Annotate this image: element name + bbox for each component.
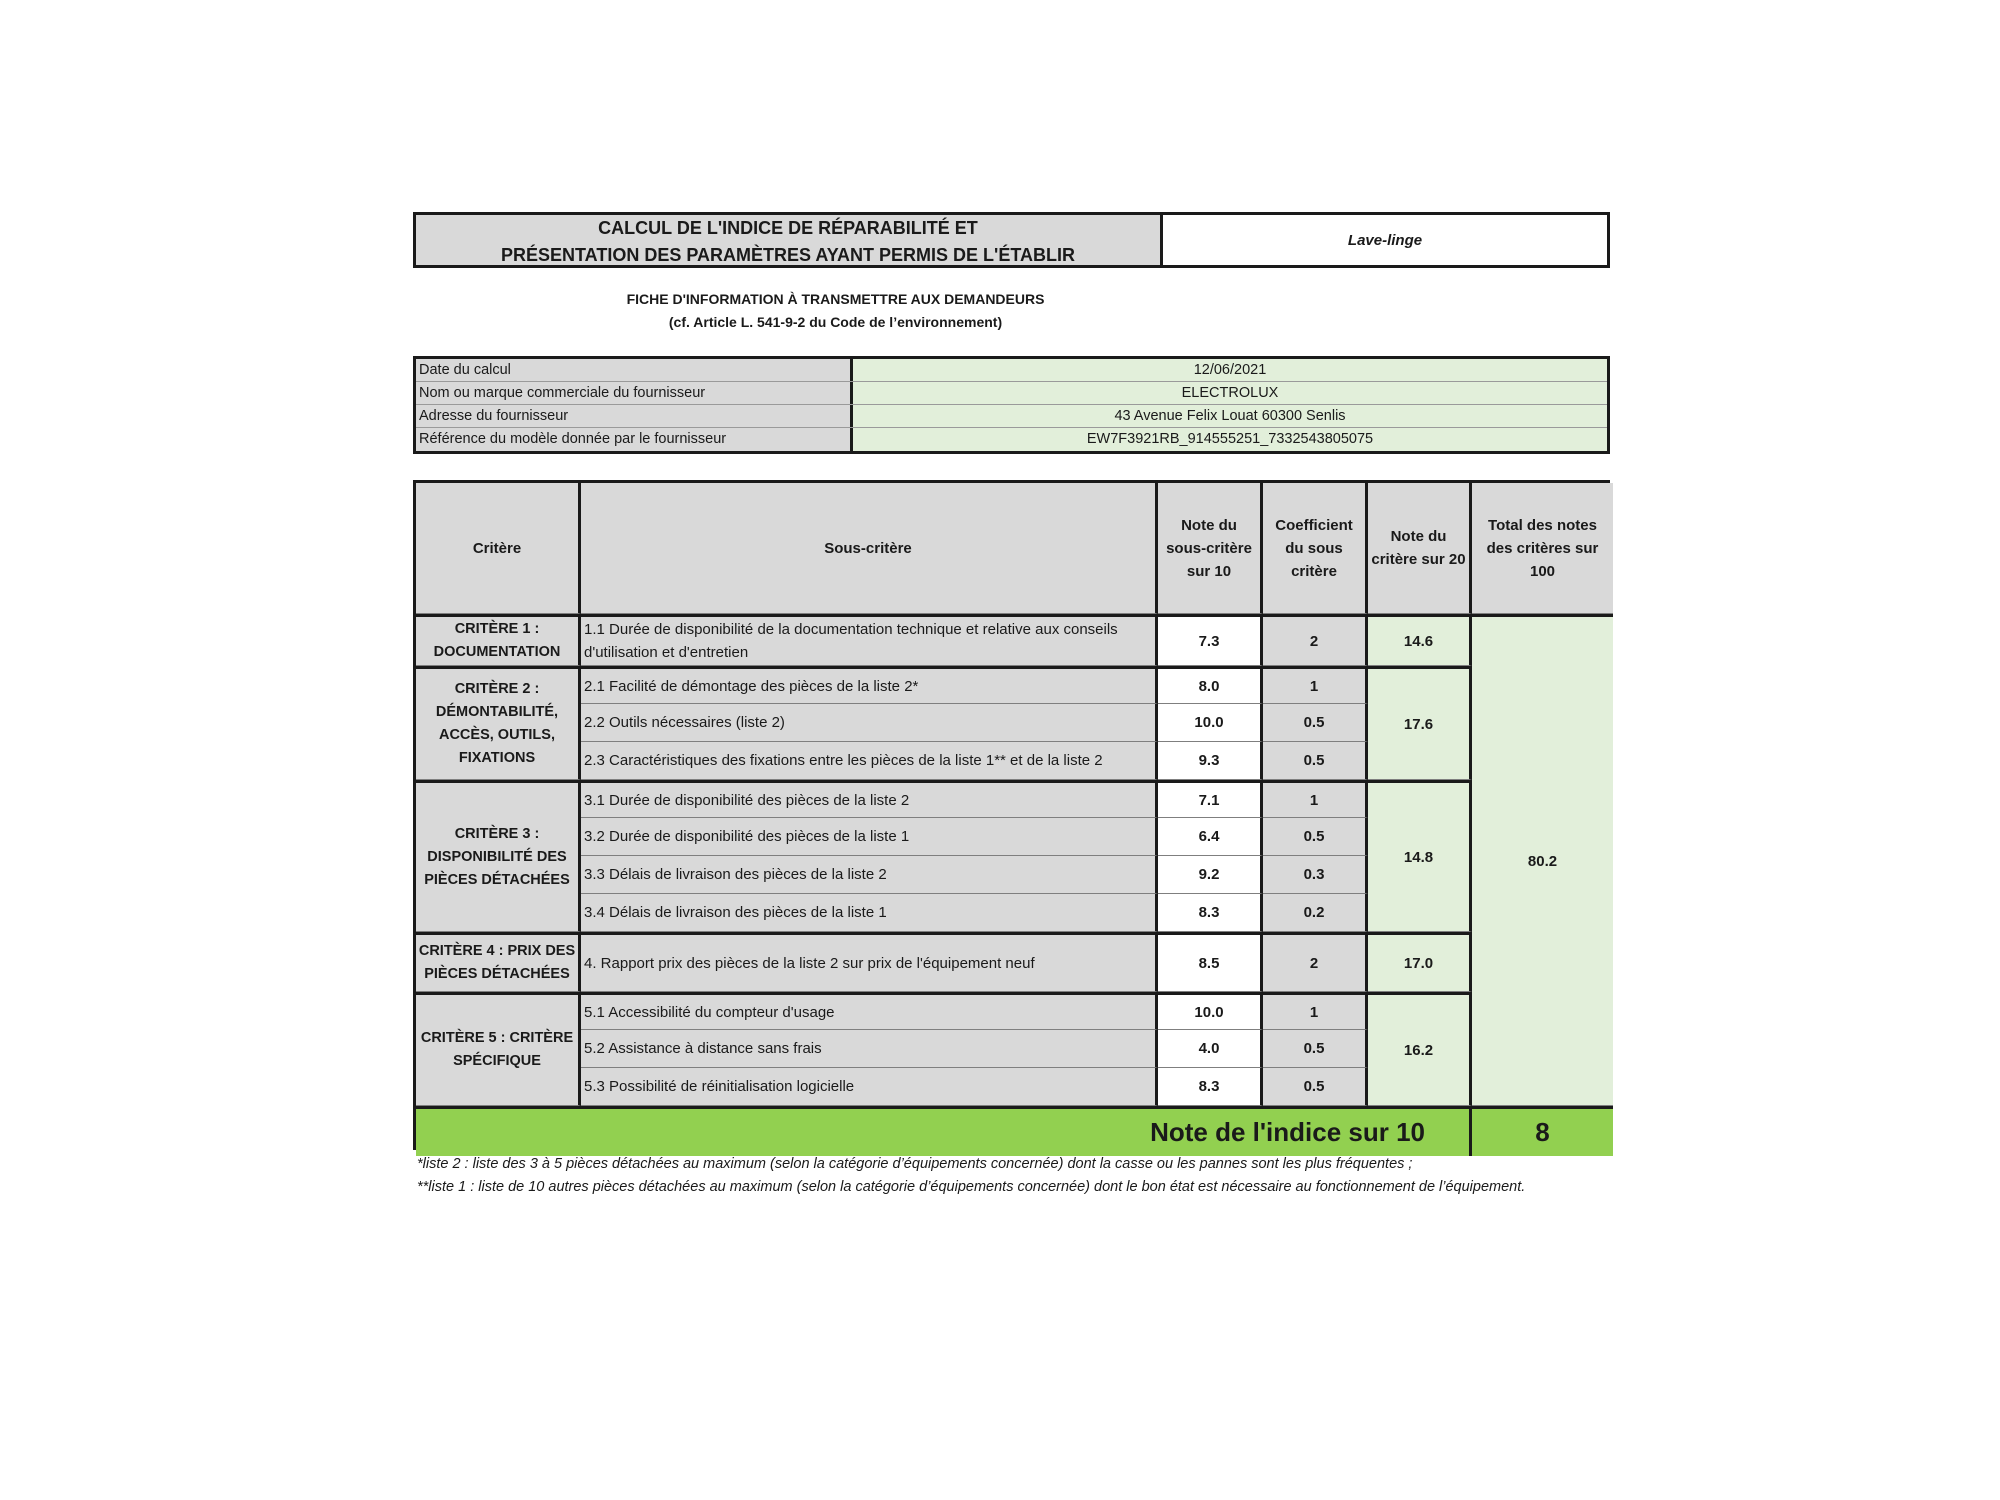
subcriterion-1-1: 1.1 Durée de disponibilité de la documentation technique et relative aux conseils d'utilisation et d'entretien [581,614,1158,666]
fiche-line-1: FICHE D'INFORMATION À TRANSMETTRE AUX DEMANDEURS [626,291,1045,307]
subcriterion-4: 4. Rapport prix des pièces de la liste 2 sur prix de l'équipement neuf [581,932,1158,992]
criterion-5-score: 16.2 [1368,992,1472,1106]
subcriterion-note: 6.4 [1158,818,1263,856]
info-label: Date du calcul [416,359,853,381]
header-total: Total des notes des critères sur 100 [1472,483,1613,614]
subcriterion-coef: 0.2 [1263,894,1368,932]
subcriterion-3-2: 3.2 Durée de disponibilité des pièces de la liste 1 [581,818,1158,856]
info-row-brand [416,382,1607,405]
sheet-header [413,212,1610,268]
subcriterion-note: 9.2 [1158,856,1263,894]
info-value: ELECTROLUX [853,382,1607,404]
criterion-2-score: 17.6 [1368,666,1472,780]
subcriterion-3-3: 3.3 Délais de livraison des pièces de la liste 2 [581,856,1158,894]
subcriterion-2-1: 2.1 Facilité de démontage des pièces de la liste 2* [581,666,1158,704]
subcriterion-coef: 2 [1263,932,1368,992]
subcriterion-coef: 0.5 [1263,1068,1368,1106]
subcriterion-coef: 0.5 [1263,818,1368,856]
subcriterion-note: 8.0 [1158,666,1263,704]
header-note-critere: Note du critère sur 20 [1368,483,1472,614]
title-line-2: PRÉSENTATION DES PARAMÈTRES AYANT PERMIS DE L'ÉTABLIR [500,245,1075,265]
subcriterion-note: 8.5 [1158,932,1263,992]
info-value: 43 Avenue Felix Louat 60300 Senlis [853,405,1607,427]
product-type: Lave-linge [1347,231,1423,249]
repairability-sheet [413,212,1610,1195]
info-label: Référence du modèle donnée par le fournisseur [416,428,853,451]
info-value: 12/06/2021 [853,359,1607,381]
criterion-3-label: CRITÈRE 3 : DISPONIBILITÉ DES PIÈCES DÉTACHÉES [416,780,581,932]
info-label: Nom ou marque commerciale du fournisseur [416,382,853,404]
subcriterion-note: 10.0 [1158,704,1263,742]
criterion-1-label: CRITÈRE 1 : DOCUMENTATION [416,614,581,666]
criterion-4-score: 17.0 [1368,932,1472,992]
subcriterion-coef: 1 [1263,780,1368,818]
footnote-liste-1: **liste 1 : liste de 10 autres pièces détachées au maximum (selon la catégorie d’équipements concernée) dont le bon état est nécessaire au fonctionnement de l’équipement. [417,1179,1526,1195]
subcriterion-note: 4.0 [1158,1030,1263,1068]
final-score-label: Note de l'indice sur 10 [416,1106,1472,1156]
info-row-model [416,428,1607,451]
criterion-1-score: 14.6 [1368,614,1472,666]
header-note-sous-critere: Note du sous-critère sur 10 [1158,483,1263,614]
subcriterion-5-2: 5.2 Assistance à distance sans frais [581,1030,1158,1068]
subcriterion-note: 8.3 [1158,1068,1263,1106]
criterion-3-score: 14.8 [1368,780,1472,932]
subcriterion-5-1: 5.1 Accessibilité du compteur d'usage [581,992,1158,1030]
subcriterion-coef: 0.3 [1263,856,1368,894]
subcriterion-3-1: 3.1 Durée de disponibilité des pièces de la liste 2 [581,780,1158,818]
criterion-5-label: CRITÈRE 5 : CRITÈRE SPÉCIFIQUE [416,992,581,1106]
criterion-2-label: CRITÈRE 2 : DÉMONTABILITÉ, ACCÈS, OUTILS, FIXATIONS [416,666,581,780]
criterion-4-label: CRITÈRE 4 : PRIX DES PIÈCES DÉTACHÉES [416,932,581,992]
info-row-date [416,359,1607,382]
fiche-line-2: (cf. Article L. 541-9-2 du Code de l’environnement) [668,314,1003,330]
subcriterion-note: 7.3 [1158,614,1263,666]
subcriterion-coef: 1 [1263,666,1368,704]
header-critere: Critère [416,483,581,614]
supplier-info-table [413,356,1610,454]
subcriterion-coef: 0.5 [1263,742,1368,780]
header-coefficient: Coefficient du sous critère [1263,483,1368,614]
subcriterion-coef: 0.5 [1263,1030,1368,1068]
title-line-1: CALCUL DE L'INDICE DE RÉPARABILITÉ ET [598,218,978,238]
subcriterion-coef: 2 [1263,614,1368,666]
criteria-table [413,480,1610,1150]
subcriterion-coef: 1 [1263,992,1368,1030]
subcriterion-note: 9.3 [1158,742,1263,780]
subcriterion-3-4: 3.4 Délais de livraison des pièces de la liste 1 [581,894,1158,932]
info-row-address [416,405,1607,428]
subcriterion-note: 10.0 [1158,992,1263,1030]
subcriterion-note: 7.1 [1158,780,1263,818]
header-sous-critere: Sous-critère [581,483,1158,614]
info-value: EW7F3921RB_914555251_7332543805075 [853,428,1607,451]
sheet-title [416,215,1163,265]
subcriterion-note: 8.3 [1158,894,1263,932]
fiche-heading [413,288,1258,334]
final-score-value: 8 [1472,1106,1613,1156]
info-label: Adresse du fournisseur [416,405,853,427]
subcriterion-2-2: 2.2 Outils nécessaires (liste 2) [581,704,1158,742]
subcriterion-2-3: 2.3 Caractéristiques des fixations entre les pièces de la liste 1** et de la liste 2 [581,742,1158,780]
subcriterion-coef: 0.5 [1263,704,1368,742]
total-score: 80.2 [1472,614,1613,1106]
footnote-liste-2: *liste 2 : liste des 3 à 5 pièces détachées au maximum (selon la catégorie d’équipements concernée) dont la casse ou les pannes sont les plus fréquentes ; [417,1156,1413,1172]
subcriterion-5-3: 5.3 Possibilité de réinitialisation logicielle [581,1068,1158,1106]
footnotes [417,1153,1607,1199]
